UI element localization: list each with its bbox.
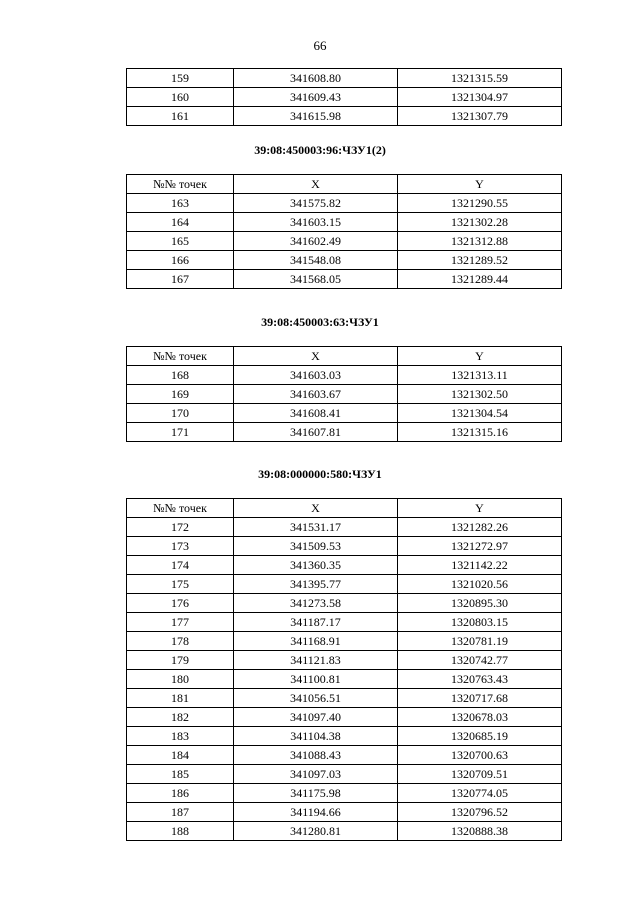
table-row bbox=[127, 784, 562, 803]
x-coordinate-cell: 341603.03 bbox=[234, 366, 398, 385]
y-coordinate-cell: 1321020.56 bbox=[398, 575, 562, 594]
point-number-cell: 164 bbox=[127, 213, 234, 232]
y-coordinate-cell: 1320678.03 bbox=[398, 708, 562, 727]
x-coordinate-cell: 341088.43 bbox=[234, 746, 398, 765]
x-coordinate-cell: 341175.98 bbox=[234, 784, 398, 803]
table-body bbox=[127, 69, 562, 126]
y-coordinate-cell: 1320717.68 bbox=[398, 689, 562, 708]
x-coordinate-cell: 341097.40 bbox=[234, 708, 398, 727]
y-coordinate-cell: 1320763.43 bbox=[398, 670, 562, 689]
table-row bbox=[127, 423, 562, 442]
table-row bbox=[127, 613, 562, 632]
y-coordinate-cell: 1320685.19 bbox=[398, 727, 562, 746]
x-coordinate-cell: 341608.41 bbox=[234, 404, 398, 423]
table-row bbox=[127, 822, 562, 841]
point-number-cell: 169 bbox=[127, 385, 234, 404]
table-row bbox=[127, 708, 562, 727]
y-coordinate-cell: 1321142.22 bbox=[398, 556, 562, 575]
table-row bbox=[127, 632, 562, 651]
x-coordinate-cell: 341121.83 bbox=[234, 651, 398, 670]
x-coordinate-cell: 341168.91 bbox=[234, 632, 398, 651]
table-header-row bbox=[127, 499, 562, 518]
y-coordinate-cell: 1320888.38 bbox=[398, 822, 562, 841]
x-coordinate-cell: 341273.58 bbox=[234, 594, 398, 613]
table-row bbox=[127, 670, 562, 689]
column-header-point: №№ точек bbox=[127, 347, 234, 366]
point-number-cell: 187 bbox=[127, 803, 234, 822]
column-header-x: X bbox=[234, 499, 398, 518]
point-number-cell: 171 bbox=[127, 423, 234, 442]
table-row bbox=[127, 689, 562, 708]
x-coordinate-cell: 341280.81 bbox=[234, 822, 398, 841]
point-number-cell: 182 bbox=[127, 708, 234, 727]
point-number-cell: 165 bbox=[127, 232, 234, 251]
point-number-cell: 168 bbox=[127, 366, 234, 385]
table-row bbox=[127, 88, 562, 107]
x-coordinate-cell: 341509.53 bbox=[234, 537, 398, 556]
point-number-cell: 185 bbox=[127, 765, 234, 784]
y-coordinate-cell: 1321282.26 bbox=[398, 518, 562, 537]
point-number-cell: 173 bbox=[127, 537, 234, 556]
page-number: 66 bbox=[313, 38, 327, 53]
point-number-cell: 174 bbox=[127, 556, 234, 575]
point-number-cell: 175 bbox=[127, 575, 234, 594]
x-coordinate-cell: 341194.66 bbox=[234, 803, 398, 822]
y-coordinate-cell: 1321289.52 bbox=[398, 251, 562, 270]
y-coordinate-cell: 1321315.59 bbox=[398, 69, 562, 88]
table-row bbox=[127, 518, 562, 537]
table-row bbox=[127, 366, 562, 385]
y-coordinate-cell: 1320774.05 bbox=[398, 784, 562, 803]
x-coordinate-cell: 341097.03 bbox=[234, 765, 398, 784]
point-number-cell: 183 bbox=[127, 727, 234, 746]
x-coordinate-cell: 341603.67 bbox=[234, 385, 398, 404]
y-coordinate-cell: 1321312.88 bbox=[398, 232, 562, 251]
table-row bbox=[127, 270, 562, 289]
y-coordinate-cell: 1320742.77 bbox=[398, 651, 562, 670]
table-row bbox=[127, 556, 562, 575]
table-row bbox=[127, 251, 562, 270]
section-title: 39:08:450003:63:ЧЗУ1 bbox=[261, 315, 379, 329]
y-coordinate-cell: 1321272.97 bbox=[398, 537, 562, 556]
table-row bbox=[127, 651, 562, 670]
point-number-cell: 167 bbox=[127, 270, 234, 289]
table-row bbox=[127, 232, 562, 251]
x-coordinate-cell: 341056.51 bbox=[234, 689, 398, 708]
coordinates-table-continued bbox=[126, 68, 562, 126]
table-row bbox=[127, 107, 562, 126]
point-number-cell: 163 bbox=[127, 194, 234, 213]
table-row bbox=[127, 803, 562, 822]
point-number-cell: 184 bbox=[127, 746, 234, 765]
table-row bbox=[127, 69, 562, 88]
x-coordinate-cell: 341100.81 bbox=[234, 670, 398, 689]
x-coordinate-cell: 341609.43 bbox=[234, 88, 398, 107]
coordinates-table bbox=[126, 346, 562, 442]
y-coordinate-cell: 1321304.97 bbox=[398, 88, 562, 107]
point-number-cell: 177 bbox=[127, 613, 234, 632]
point-number-cell: 178 bbox=[127, 632, 234, 651]
x-coordinate-cell: 341187.17 bbox=[234, 613, 398, 632]
y-coordinate-cell: 1321304.54 bbox=[398, 404, 562, 423]
table-row bbox=[127, 746, 562, 765]
table-row bbox=[127, 594, 562, 613]
y-coordinate-cell: 1320796.52 bbox=[398, 803, 562, 822]
table-body bbox=[127, 366, 562, 442]
section-title: 39:08:450003:96:ЧЗУ1(2) bbox=[254, 143, 386, 157]
point-number-cell: 188 bbox=[127, 822, 234, 841]
table-body bbox=[127, 518, 562, 841]
x-coordinate-cell: 341360.35 bbox=[234, 556, 398, 575]
y-coordinate-cell: 1321302.50 bbox=[398, 385, 562, 404]
table-row bbox=[127, 194, 562, 213]
y-coordinate-cell: 1321302.28 bbox=[398, 213, 562, 232]
x-coordinate-cell: 341395.77 bbox=[234, 575, 398, 594]
point-number-cell: 159 bbox=[127, 69, 234, 88]
table-header-row bbox=[127, 347, 562, 366]
point-number-cell: 166 bbox=[127, 251, 234, 270]
x-coordinate-cell: 341615.98 bbox=[234, 107, 398, 126]
x-coordinate-cell: 341548.08 bbox=[234, 251, 398, 270]
y-coordinate-cell: 1320895.30 bbox=[398, 594, 562, 613]
section-title: 39:08:000000:580:ЧЗУ1 bbox=[258, 467, 382, 481]
y-coordinate-cell: 1320781.19 bbox=[398, 632, 562, 651]
point-number-cell: 161 bbox=[127, 107, 234, 126]
point-number-cell: 172 bbox=[127, 518, 234, 537]
table-row bbox=[127, 575, 562, 594]
column-header-y: Y bbox=[398, 175, 562, 194]
column-header-x: X bbox=[234, 347, 398, 366]
x-coordinate-cell: 341531.17 bbox=[234, 518, 398, 537]
column-header-point: №№ точек bbox=[127, 499, 234, 518]
y-coordinate-cell: 1321313.11 bbox=[398, 366, 562, 385]
table-row bbox=[127, 727, 562, 746]
point-number-cell: 170 bbox=[127, 404, 234, 423]
x-coordinate-cell: 341575.82 bbox=[234, 194, 398, 213]
column-header-x: X bbox=[234, 175, 398, 194]
column-header-y: Y bbox=[398, 499, 562, 518]
point-number-cell: 176 bbox=[127, 594, 234, 613]
x-coordinate-cell: 341602.49 bbox=[234, 232, 398, 251]
y-coordinate-cell: 1320803.15 bbox=[398, 613, 562, 632]
coordinates-table bbox=[126, 174, 562, 289]
table-row bbox=[127, 404, 562, 423]
point-number-cell: 181 bbox=[127, 689, 234, 708]
y-coordinate-cell: 1321315.16 bbox=[398, 423, 562, 442]
x-coordinate-cell: 341608.80 bbox=[234, 69, 398, 88]
x-coordinate-cell: 341568.05 bbox=[234, 270, 398, 289]
x-coordinate-cell: 341104.38 bbox=[234, 727, 398, 746]
point-number-cell: 160 bbox=[127, 88, 234, 107]
y-coordinate-cell: 1321307.79 bbox=[398, 107, 562, 126]
point-number-cell: 180 bbox=[127, 670, 234, 689]
table-row bbox=[127, 765, 562, 784]
column-header-point: №№ точек bbox=[127, 175, 234, 194]
table-row bbox=[127, 537, 562, 556]
table-row bbox=[127, 385, 562, 404]
x-coordinate-cell: 341607.81 bbox=[234, 423, 398, 442]
column-header-y: Y bbox=[398, 347, 562, 366]
point-number-cell: 179 bbox=[127, 651, 234, 670]
table-header-row bbox=[127, 175, 562, 194]
point-number-cell: 186 bbox=[127, 784, 234, 803]
y-coordinate-cell: 1321289.44 bbox=[398, 270, 562, 289]
table-row bbox=[127, 213, 562, 232]
y-coordinate-cell: 1320700.63 bbox=[398, 746, 562, 765]
coordinates-table bbox=[126, 498, 562, 841]
y-coordinate-cell: 1320709.51 bbox=[398, 765, 562, 784]
table-body bbox=[127, 194, 562, 289]
x-coordinate-cell: 341603.15 bbox=[234, 213, 398, 232]
y-coordinate-cell: 1321290.55 bbox=[398, 194, 562, 213]
